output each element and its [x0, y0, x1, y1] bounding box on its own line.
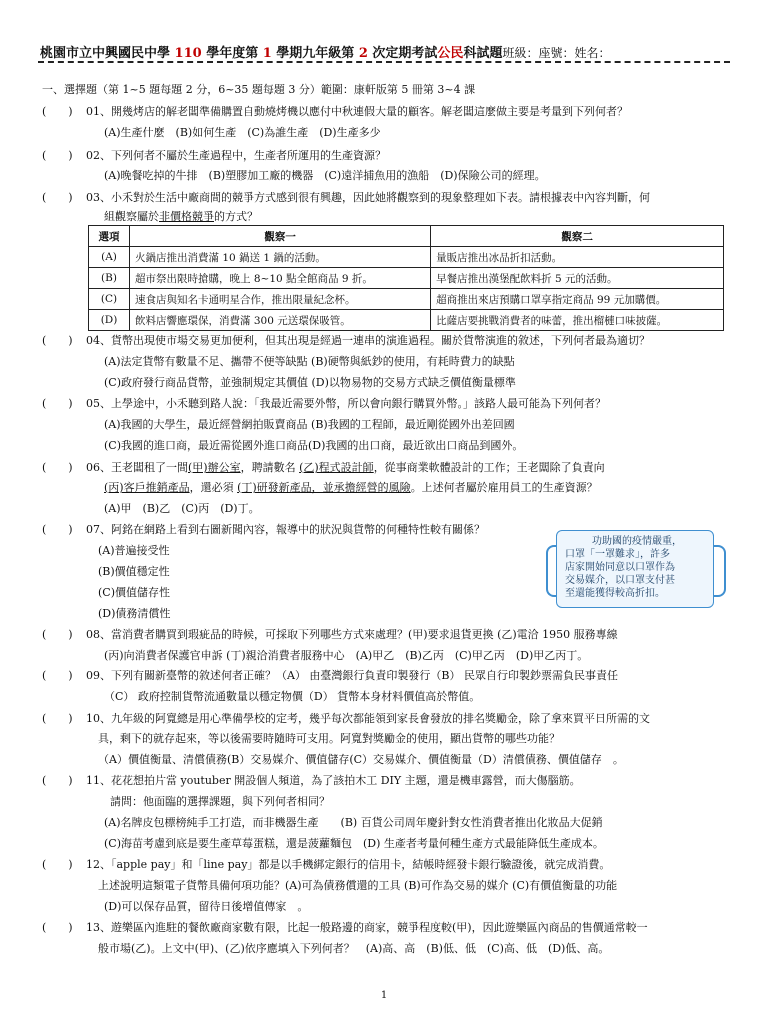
question-11: 11、花花想拍片當 youtuber 開設個人頻道，為了該拍木工 DIY 主題，還是機車露營，而大傷腦筋。	[86, 774, 581, 787]
answer-blank: ( )	[42, 149, 73, 162]
table-row	[89, 247, 724, 268]
question-07: 07、阿銘在網路上看到右圖新聞內容，報導中的狀況與貨幣的何種特性較有關係？	[86, 523, 485, 536]
question-03: 03、小禾對於生活中廠商間的競爭方式感到很有興趣，因此她將觀察到的現象整理如下表。請根據表中內容判斷，何	[86, 191, 650, 204]
answer-blank: ( )	[42, 191, 73, 204]
header-suffix: 科試題	[463, 46, 503, 61]
table-header: 選項	[89, 226, 130, 247]
question-05-options-1: (A)我國的大學生，最近經營網拍販賣商品 (B)我國的工程師，最近剛從國外出差回國	[104, 418, 515, 431]
question-11-options-2: (C)海苗考慮到底是要生產草莓蛋糕，還是菠蘿麵包 (D) 生產者考量何種生產方式最能降低生產成本。	[104, 837, 604, 850]
header-divider	[38, 61, 730, 63]
table-cell: 火鍋店推出消費滿 10 鍋送 1 鍋的活動。	[130, 247, 431, 268]
section-intro: 一、選擇題（第 1~5 題每題 2 分，6~35 題每題 3 分）範圍：康軒版第 5 冊第 3~4 課	[42, 83, 476, 96]
answer-blank: ( )	[42, 461, 73, 474]
table-cell: 超市祭出限時搶購，晚上 8~10 點全館商品 9 折。	[130, 268, 431, 289]
table-cell: 量販店推出冰品折扣活動。	[431, 247, 724, 268]
table-cell: 速食店與知名卡通明星合作，推出限量紀念杯。	[130, 289, 431, 310]
question-12: 12、「apple pay」和「line pay」都是以手機綁定銀行的信用卡，結帳時經發卡銀行驗證後，就完成消費。	[86, 858, 611, 871]
news-note	[556, 530, 714, 608]
question-07-option-a: (A)普遍接受性	[98, 544, 170, 557]
question-12-options: (D)可以保存品質，留待日後增值傳家 。	[104, 900, 309, 913]
table-cell: (C)	[89, 289, 130, 310]
question-09: 09、下列有關新臺幣的敘述何者正確？（A） 由臺灣銀行負責印製發行（B） 民眾自行印製鈔票需負民事責任	[86, 669, 619, 682]
header-term: 1	[262, 46, 272, 61]
question-06-options: (A)甲 (B)乙 (C)丙 (D)丁。	[104, 502, 260, 515]
observation-table	[88, 225, 724, 331]
header-year: 110	[174, 46, 202, 61]
table-cell: 超商推出來店預購口罩享指定商品 99 元加購價。	[431, 289, 724, 310]
exam-header	[40, 42, 730, 61]
header-subject: 公民	[437, 46, 464, 61]
answer-blank: ( )	[42, 628, 73, 641]
question-07-option-d: (D)債務清償性	[98, 607, 171, 620]
table-cell: (A)	[89, 247, 130, 268]
table-header-row	[89, 226, 724, 247]
table-cell: 早餐店推出漢堡配飲料折 5 元的活動。	[431, 268, 724, 289]
question-08: 08、當消費者購買到瑕疵品的時候，可採取下列哪些方式來處理？(甲)要求退貨更換 (乙)電洽 1950 服務專線	[86, 628, 618, 641]
header-grade-label: 學期九年級第	[271, 46, 359, 61]
underlined-term: 非價格競爭	[159, 210, 214, 223]
question-11-prompt: 請問：他面臨的選擇課題，與下列何者相同？	[110, 795, 330, 808]
question-03-line2: 組觀察屬於非價格競爭的方式？	[104, 210, 258, 223]
question-02-options: (A)晚餐吃掉的牛排 (B)塑膠加工廠的機器 (C)遠洋捕魚用的漁船 (D)保險公司的經理。	[104, 169, 546, 182]
note-line: 至還能獲得較高折扣。	[565, 588, 665, 599]
page-number: 1	[380, 990, 388, 1001]
answer-blank: ( )	[42, 712, 73, 725]
note-line: 口罩「一罩難求」，許多	[565, 549, 670, 560]
question-06: 06、王老闆租了一間(甲)辦公室，聘請數名 (乙)程式設計師，從事商業軟體設計的工作；王老闆除了負責向	[86, 461, 605, 474]
question-07-option-b: (B)價值穩定性	[98, 565, 170, 578]
note-line: 店家開始同意以口罩作為	[565, 562, 675, 573]
question-12-line2: 上述說明這類電子貨幣具備何項功能？(A)可為債務償還的工具 (B)可作為交易的媒介 (C)有價值衡量的功能	[98, 879, 618, 892]
header-school: 桃園市立中興國民中學	[40, 46, 175, 61]
table-cell: (B)	[89, 268, 130, 289]
answer-blank: ( )	[42, 397, 73, 410]
question-13-line2: 般市場(乙)。上文中(甲)、(乙)依序應填入下列何者？ (A)高、高 (B)低、低 (C)高、低 (D)低、高。	[98, 942, 610, 955]
underlined-term: (丁)研發新產品，並承擔經營的風險	[237, 481, 411, 494]
underlined-term: (甲)辦公室	[188, 461, 241, 474]
question-10-options: （A）價值衡量、清償債務(B）交易媒介、價值儲存(C）交易媒介、價值衡量（D）清償債務、價值儲存 。	[98, 753, 624, 766]
answer-blank: ( )	[42, 858, 73, 871]
question-04: 04、貨幣出現使市場交易更加便利，但其出現是經過一連串的演進過程。關於貨幣演進的敘述，下列何者最為適切？	[86, 334, 650, 347]
table-header: 觀察二	[431, 226, 724, 247]
question-01-options: (A)生產什麼 (B)如何生產 (C)為誰生產 (D)生產多少	[104, 126, 381, 139]
table-header: 觀察一	[130, 226, 431, 247]
question-11-options-1: (A)名牌皮包標榜純手工打造，而非機器生產 (B) 百貨公司周年慶針對女性消費者推出化妝品大促銷	[104, 816, 603, 829]
underlined-term: (丙)客戶推銷產品	[104, 481, 190, 494]
answer-blank: ( )	[42, 669, 73, 682]
note-line: 功助國的疫情嚴重，	[592, 536, 682, 547]
table-row	[89, 289, 724, 310]
question-04-options-2: (C)政府發行商品貨幣，並強制規定其價值 (D)以物易物的交易方式缺乏價值衡量標準	[104, 376, 516, 389]
header-student-fields: 班級：座號：姓名：	[502, 46, 611, 60]
table-cell: 飲料店響應環保，消費滿 300 元送環保吸管。	[130, 310, 431, 331]
question-13: 13、遊樂區內進駐的餐飲廠商家數有限，比起一般路邊的商家，競爭程度較(甲)，因此遊樂區內商品的售價通常較一	[86, 921, 648, 934]
question-02: 02、下列何者不屬於生產過程中，生產者所運用的生產資源？	[86, 149, 386, 162]
answer-blank: ( )	[42, 921, 73, 934]
header-exam-no: 2	[358, 46, 368, 61]
question-01: 01、開幾烤店的解老闆準備購置自動燒烤機以應付中秋連假大量的顧客。解老闆這麼做主要是考量到下列何者？	[86, 105, 628, 118]
table-cell: (D)	[89, 310, 130, 331]
question-05-options-2: (C)我國的進口商，最近需從國外進口商品(D)我國的出口商，最近欲出口商品到國外。	[104, 439, 524, 452]
answer-blank: ( )	[42, 105, 73, 118]
question-10-line2: 具，剩下的就存起來，等以後需要時隨時可支用。阿寬對獎勵金的使用，顯出貨幣的哪些功能？	[98, 732, 560, 745]
note-line: 交易媒介，以口罩支付甚	[565, 575, 675, 586]
question-07-option-c: (C)價值儲存性	[98, 586, 170, 599]
table-cell: 比薩店要挑戰消費者的味蕾，推出榴槤口味披薩。	[431, 310, 724, 331]
table-row	[89, 268, 724, 289]
underlined-term: (乙)程式設計師	[299, 461, 374, 474]
question-06-line2: (丙)客戶推銷產品，還必須 (丁)研發新產品，並承擔經營的風險。上述何者屬於雇用員工的生產資源？	[104, 481, 598, 494]
answer-blank: ( )	[42, 334, 73, 347]
question-10: 10、九年級的阿寬總是用心準備學校的定考，幾乎每次都能領到家長會發放的排名獎勵金，除了拿來買平日所需的文	[86, 712, 650, 725]
answer-blank: ( )	[42, 523, 73, 536]
answer-blank: ( )	[42, 774, 73, 787]
question-05: 05、上學途中，小禾聽到路人說：「我最近需要外幣，所以會向銀行購買外幣。」該路人最可能為下列何者？	[86, 397, 606, 410]
question-04-options-1: (A)法定貨幣有數量不足、攜帶不便等缺點 (B)硬幣與紙鈔的使用，有耗時費力的缺點	[104, 355, 515, 368]
question-09-options: （C） 政府控制貨幣流通數量以穩定物價（D） 貨幣本身材料價值高於幣值。	[104, 690, 481, 703]
header-exam-label: 次定期考試	[367, 46, 438, 61]
header-term-label: 學年度第	[201, 46, 263, 61]
table-row	[89, 310, 724, 331]
question-08-options: (丙)向消費者保護官申訴 (丁)親洽消費者服務中心 (A)甲乙 (B)乙丙 (C)甲乙丙 (D)甲乙丙丁。	[104, 649, 589, 662]
